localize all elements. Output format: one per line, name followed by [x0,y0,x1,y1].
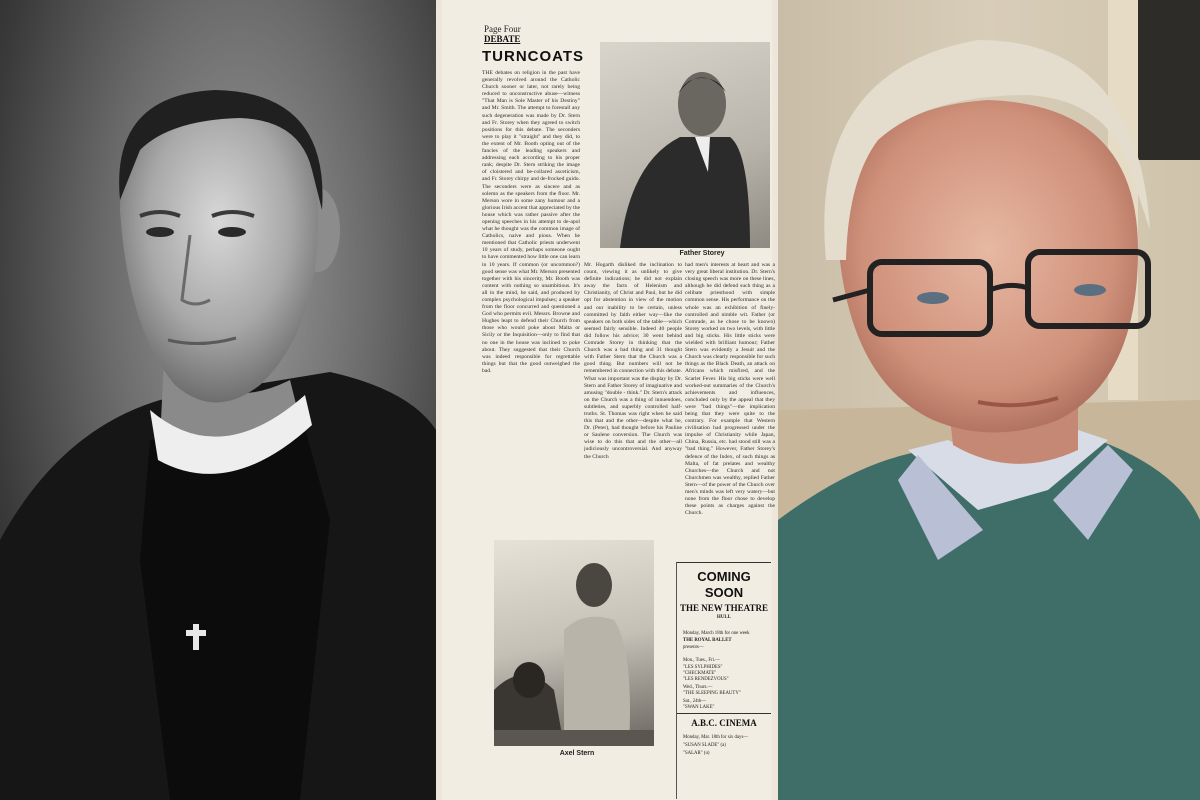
caption-axel-stern: Axel Stern [559,750,595,757]
caption-father-storey: Father Storey [679,250,725,257]
ad-coming-soon [677,569,771,601]
newspaper-clipping [436,0,778,800]
ad-line: Sat., 24th— [683,699,707,704]
father-storey-figure [600,42,770,248]
article-column-3: had men's interests at heart and was a very great liberal institution. Dr. Stern's closing speech was more on these lines, although he did defend such thing as a celibate priesthood with simple common sense. His performance on the whole was an exhibition of finely-controlled and nimble wit. Father (or Comrade, as he chose to be known) Storey worked on two levels, with little and big sticks. His little sticks were wielded with brilliant humour; Father Stern was evidently a Jesuit and the Church was clearly responsible for such things as the Black Death, an attack on Africans which misfired, and the Scarlet Fever. His big sticks were well worked-out summaries of the Church's achievements and influences, concluded only by the appeal that they were "bad things"—the implication being that they were quite to the contrary. For example that Western civilisation had progressed under the impulse of Christianity while Japan, China, Russia, etc. had stood still was a "bad thing." However, Father Storey's defence of the Index, of such things as Malta, of fat prelates and wealthy Churches—the Church and not Churchmen was wealthy, replied Father Stern—of the power of the Church over men's minds was left very watery—but none from the floor chose to develop these points as charges against the Church. [685,262,775,517]
headline: TURNCOATS [482,48,585,65]
priest-portrait-illustration [0,0,436,800]
page-number: Page Four [484,24,521,34]
ad-theatre-name: THE NEW THEATRE [679,603,769,613]
priest-portrait [0,0,436,800]
ad-line: "THE SLEEPING BEAUTY" [683,691,741,696]
modern-portrait-illustration [778,0,1200,800]
article-column-1: THE debates on religion in the past have generally revolved around the Catholic Church sooner or later, not rarely being reduced to unconstructive abuse—witness "That Man is Sole Master of his Destiny" and Mr. Smith. The attempt to forestall any such degeneration was made by Dr. Stern and Fr. Storey when they agreed to switch positions for this debate. The seconders were to play it "straight" and they did, to the extent of Mr. Booth opting out of the fancies of the leading speakers and addressing each according to his proper rank; despite Dr. Stern striking the image of cloistered and be-collared asceticism, and Fr. Storey chirpy and de-frocked guido. The seconders were as sincere and as solemn as the speakers from the floor. Mr. Merson wore in some zany humour and a glorious Irish accent that appreciated by the house which was rather passive after the opening speeches in his attempt to de-apol what he thought was the common image of Catholics, naive and pious. When he mentioned that Catholic priests underwent 10 years of study, perhaps someone ought to have commented how little one can learn in 10 years. If common (or uncommon?) good sense was what Mr. Merson presented together with his sincerity, Mr. Booth was content with nothing so unambitious. It's all in the mind, he said, and produced by complex psychological impulses; a speaker from the floor concurred and questioned a God who permits evil. Messrs. Browne and Hughes leapt to defend their Church from those who would poke about Malta or Sicily or the Inquisition—only to find that no one in the house was inclined to poke about. They suggested that their Church was indeed responsible for regrettable things but that the good outweighed the bad. [482,70,580,374]
axel-stern-figure [494,540,654,746]
clipping-paper [442,0,775,800]
ad-soon: SOON [704,585,744,600]
ad-line: "LES RENDEZVOUS" [683,677,729,682]
ad-line: Monday, March 18th for one week [683,631,750,636]
ad-line: "SALAR" (u) [683,751,710,756]
ad-line: Wed., Thurs.— [683,685,713,690]
ad-line: THE ROYAL BALLET [683,638,732,643]
ad-line: "SWAN LAKE" [683,705,715,710]
ad-line: Mon., Tues., Fri.— [683,658,720,663]
theatre-advert [676,562,771,799]
ad-line: "SUSAN SLADE" (a) [683,743,726,748]
article-column-2: Mr. Hogarth disliked the inclination to count, viewing it as unlikely to give definite indications; he did not explain away the facts of Helenism and Christianity, of Christ and Paul, but he did opt for abstention in view of the motion and our inability to be certain, unless committed by faith either way—like the speakers on both sides of the table—which seemed fairly sensible. Indeed 40 people did follow his advice; 30 went behind Comrade Storey in thinking that the Church was a bad thing and 31 thought with Father Stern that the Church was a good thing. But numbers will not be remembered in connection with this debate. What was important was the display by Dr. Stern and Father Storey of imaginative and amusing "double - think." Dr. Stern's attack on the Church was a thing of innuendoes, subtleties, and superbly controlled half-truths. St. Thomas was right when he said this that and the other—despite what he, Dr. (Peter), had thought before his Pauline or Saulene conversion. The Church was wise to do this that and the other—all judiciously uncontroversial. And anyway the Church [584,262,682,460]
axel-stern-photo [494,540,654,746]
ad-abc-cinema: A.B.C. CINEMA [677,713,771,728]
ad-line: presents— [683,645,704,650]
ad-city: HULL [716,615,732,620]
ad-line: Monday, Mar. 18th for six days— [683,735,749,740]
section-label: DEBATE [484,34,521,44]
ad-line: "LES SYLPHIDES" [683,665,723,670]
ad-coming: COMING [697,569,751,584]
modern-portrait [778,0,1200,800]
father-storey-photo [600,42,770,248]
ad-line: "CHECKMATE" [683,671,717,676]
